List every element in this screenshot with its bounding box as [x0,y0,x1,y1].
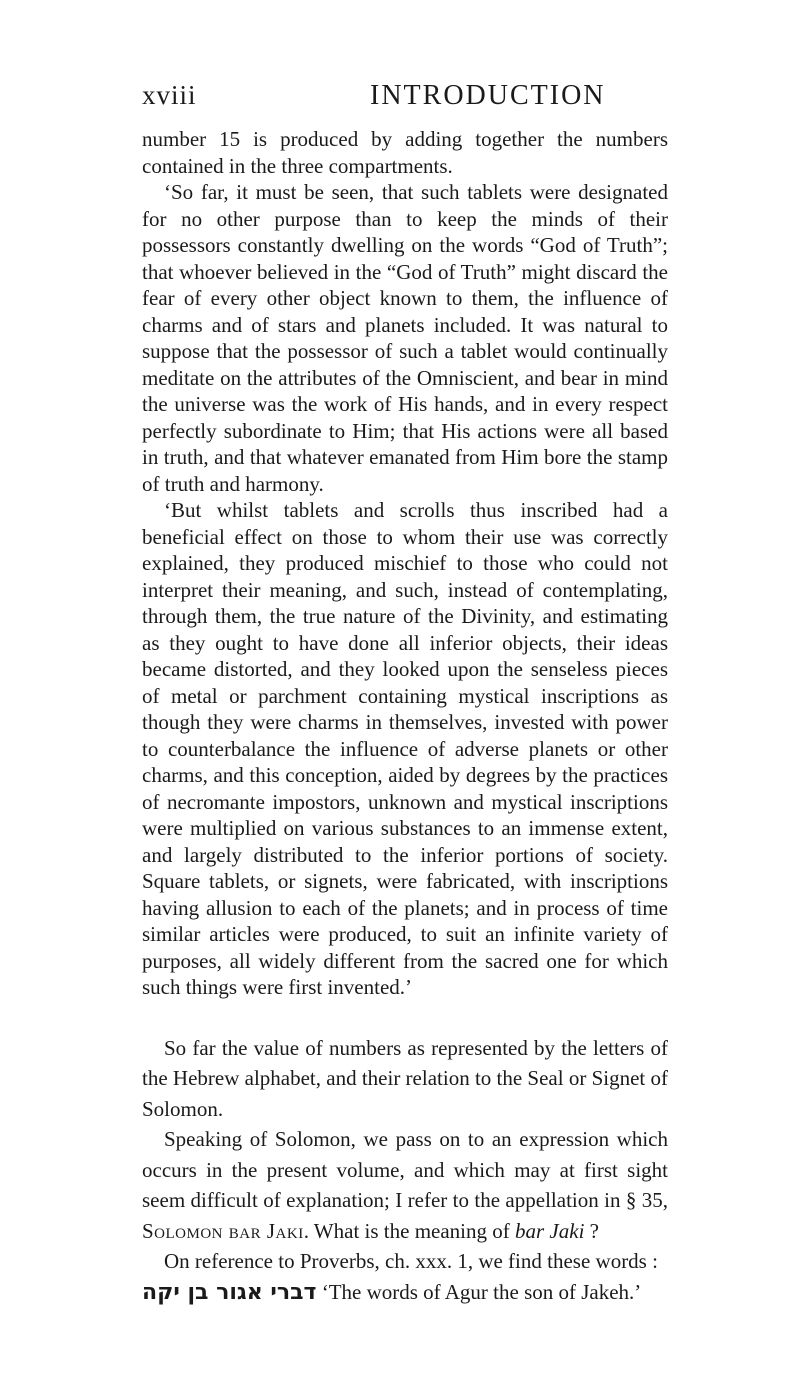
paragraph-5-text-a: Speaking of Solomon, we pass on to an expression which occurs in the present volume, and which may at first sight seem difficult of explanation; I refer to the appellation in § 35, [142,1127,668,1212]
bar-jaki-italic: bar Jaki [515,1218,585,1243]
paragraph-6-text-a: On reference to Proverbs, ch. xxx. 1, we find these words : [164,1249,658,1273]
page-number: xviii [142,80,197,110]
paragraph-5-text-c: ? [589,1218,599,1243]
paragraph-6-translation: ‘The words of Agur the son of Jakeh.’ [321,1279,642,1304]
page-header [142,80,668,120]
paragraph-1: number 15 is produced by adding together the numbers contained in the three compartments. [142,127,668,178]
paragraph-2: ‘So far, it must be seen, that such tablets were designated for no other purpose than to keep the minds of their possessors constantly dwelling on the words “God of Truth”; that whoever believed in the “God of Truth” might discard the fear of every other object known to them, the influence of charms and of stars and planets included. It was natural to suppose that the possessor of such a tablet would continually meditate on the attributes of the Omniscient, and bear in mind the universe was the work of His hands, and in every respect perfectly subordinate to Him; that His actions were all based in truth, and that whatever emanated from Him bore the stamp of truth and harmony. [142,180,668,496]
paragraph-5-text-b: . What is the meaning of [303,1218,510,1243]
running-head: INTRODUCTION [370,80,606,111]
paragraph-3: ‘But whilst tablets and scrolls thus inscribed had a beneficial effect on those to whom their use was correctly explained, they produced mischief to those who could not interpret their meaning, and such, instead of contemplating, through them, the true nature of the Divinity, and estimating as they ought to have done all inferior objects, their ideas became distorted, and they looked upon the senseless pieces of metal or parchment containing mystical inscriptions as though they were charms in themselves, invested with power to counterbalance the influence of adverse planets or other charms, and this conception, aided by degrees by the practices of necromante impostors, unknown and mystical inscriptions were multiplied on various substances to an immense extent, and largely distributed to the inferior portions of society. Square tablets, or signets, were fabricated, with inscriptions having allusion to each of the planets; and in process of time similar articles were produced, to suit an infinite variety of purposes, all widely different from the sacred one for which such things were first invented.’ [142,498,668,999]
paragraph-4: So far the value of numbers as represented by the letters of the Hebrew alphabet, and their relation to the Seal or Signet of Solomon. [142,1035,668,1121]
paragraph-6 [142,1246,668,1308]
paragraph-5 [142,1124,668,1246]
page-body [142,126,668,1308]
solomon-bar-jaki: Solomon bar Jaki [142,1218,304,1243]
hebrew-quotation: דברי אגור בן יקה [142,1279,317,1305]
